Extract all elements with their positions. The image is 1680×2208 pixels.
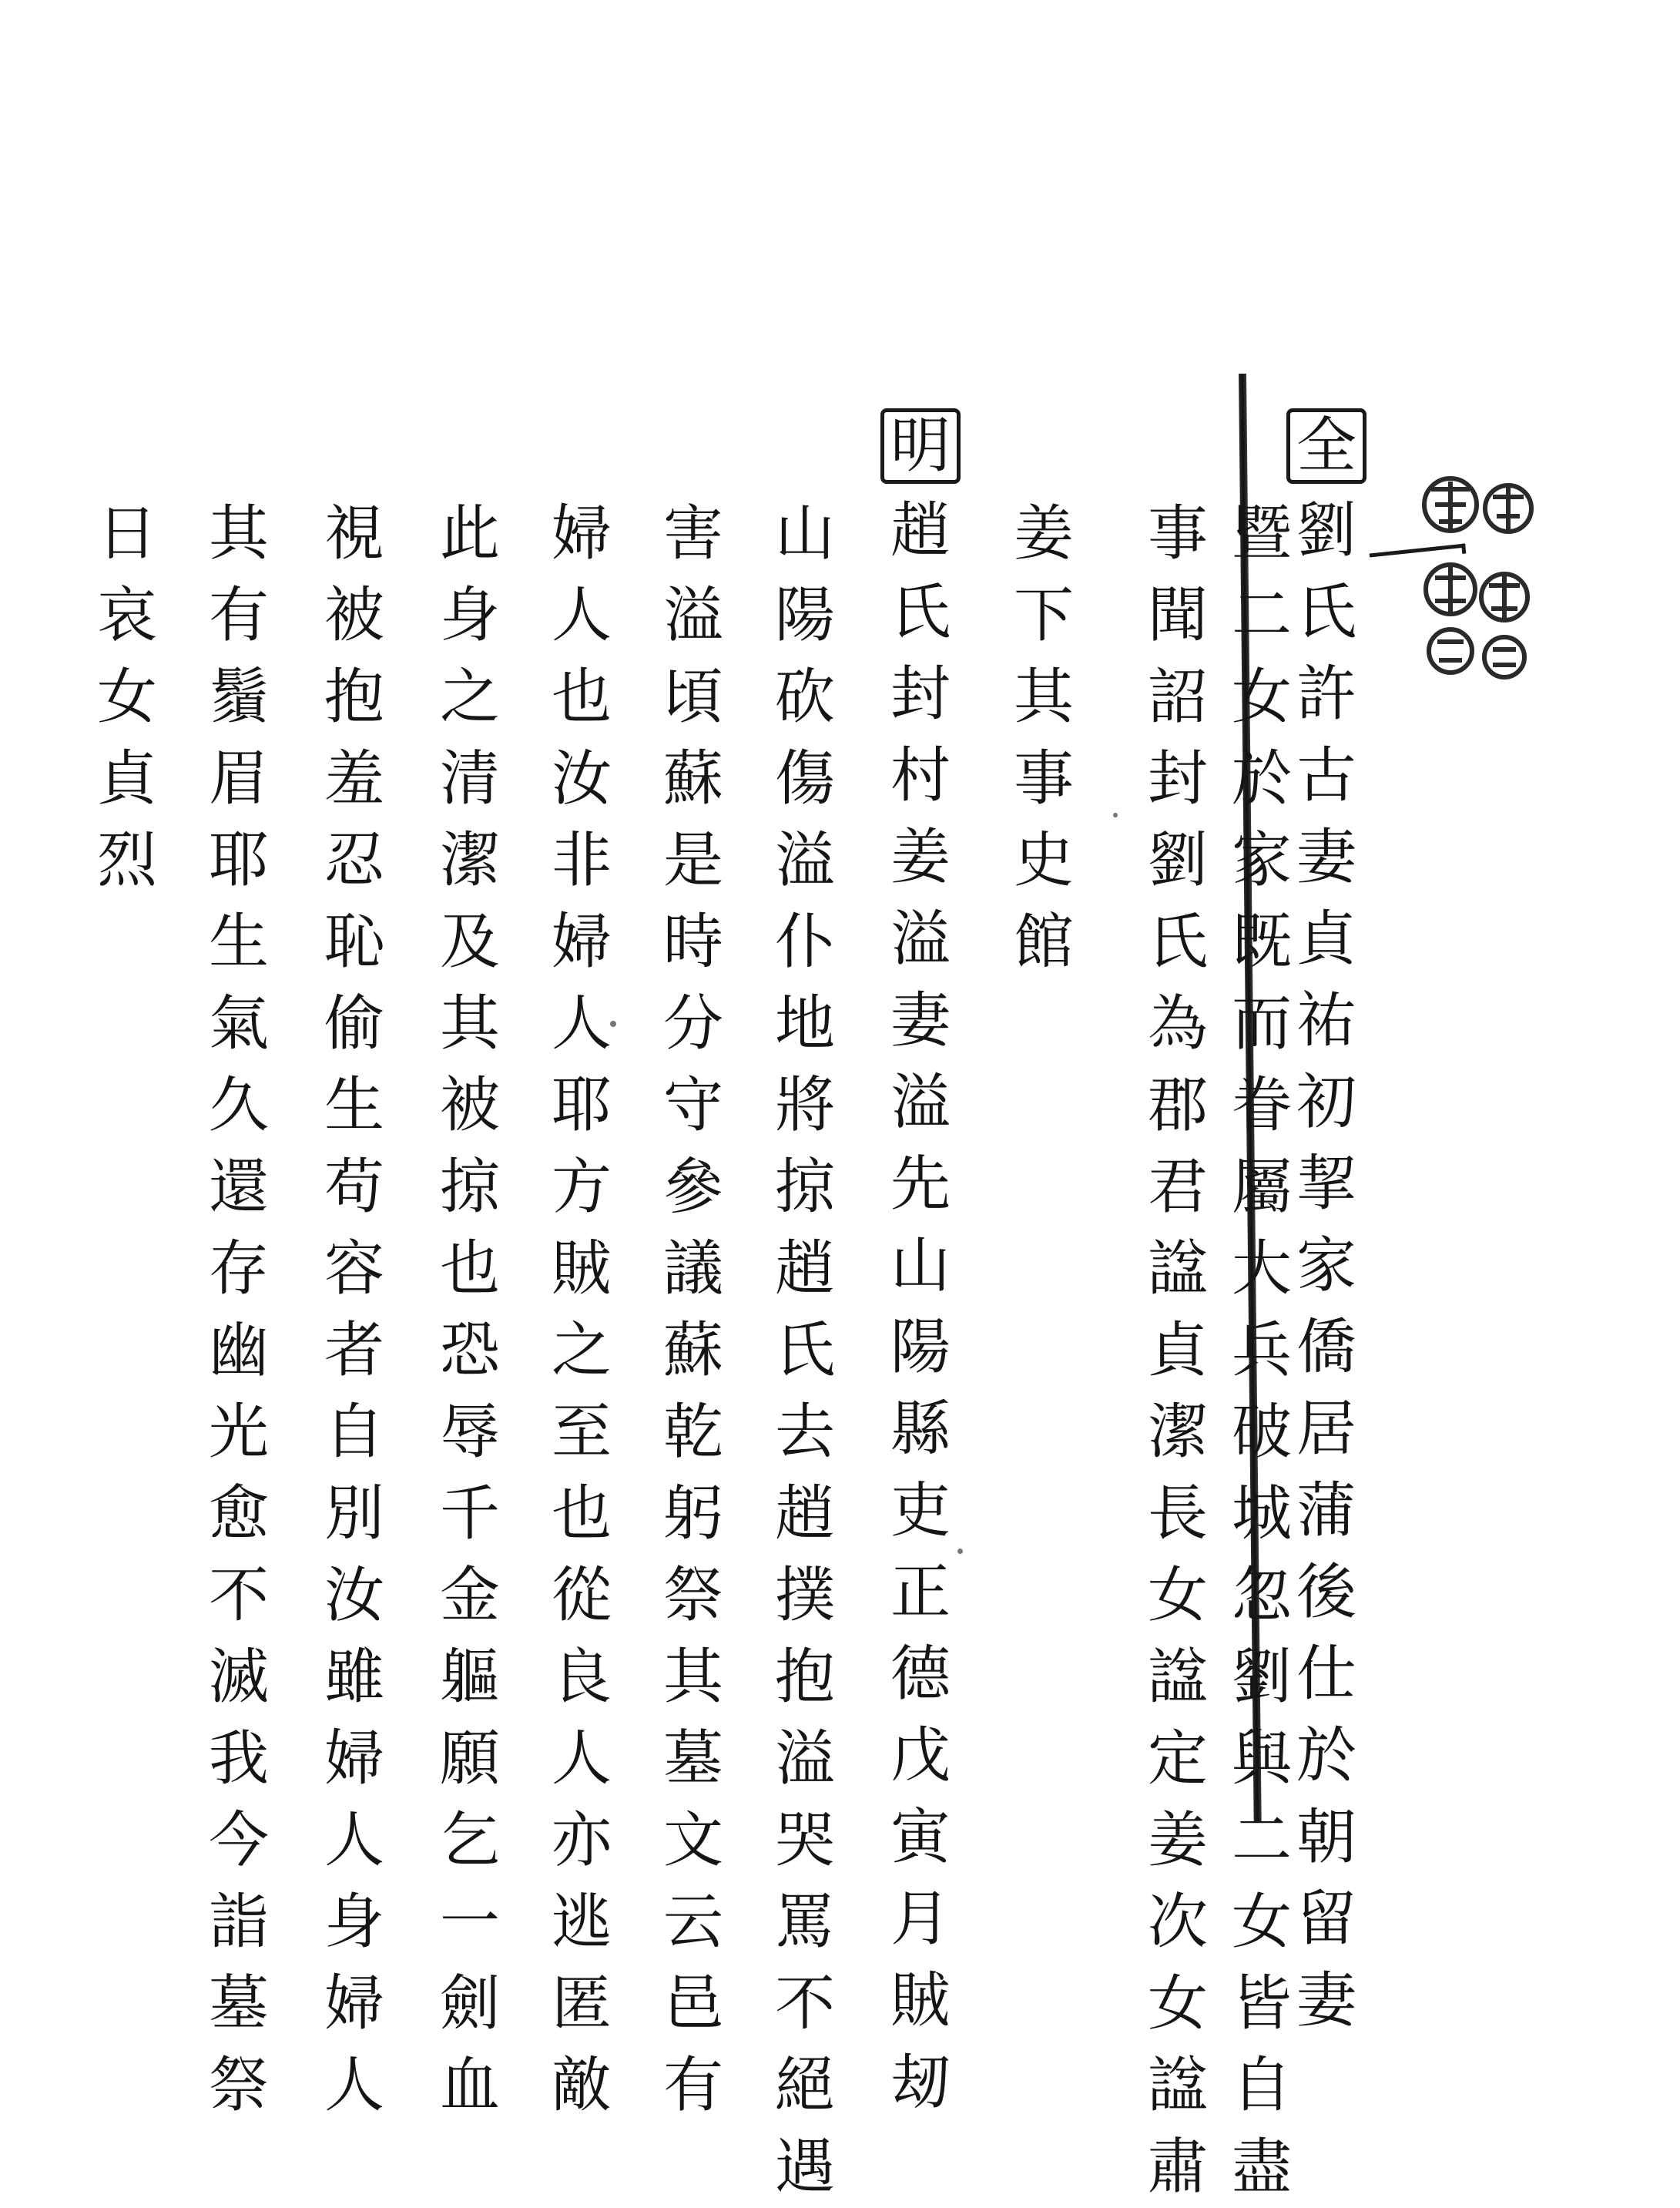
character: 烈	[96, 826, 157, 895]
character: 陽	[890, 1313, 951, 1382]
character: 墓	[208, 1969, 269, 2039]
character: 汝	[324, 1561, 384, 1630]
character: 劍	[439, 1969, 500, 2039]
character: 潔	[439, 826, 500, 895]
character: 別	[324, 1479, 384, 1549]
character: 其	[1013, 663, 1074, 732]
character: 久	[208, 1071, 269, 1140]
character: 亦	[551, 1806, 612, 1875]
character: 趙	[774, 1479, 835, 1549]
character: 山	[774, 499, 835, 569]
character: 文	[662, 1806, 723, 1875]
character: 婦	[551, 499, 612, 569]
character: 聞	[1147, 581, 1208, 650]
character: 也	[439, 1234, 500, 1304]
character: 哀	[96, 581, 157, 650]
text-column-4	[1001, 493, 1086, 983]
character: 掠	[774, 1153, 835, 1222]
character: 定	[1147, 1724, 1208, 1794]
character: 時	[662, 908, 723, 977]
character: 祐	[1296, 986, 1356, 1055]
character: 溢	[662, 581, 723, 650]
character: 千	[439, 1479, 500, 1549]
character: 被	[324, 581, 384, 650]
character: 陽	[774, 581, 835, 650]
boxed-dynasty-marker: 全	[1286, 408, 1366, 484]
character: 是	[662, 826, 723, 895]
character: 溢	[890, 1068, 951, 1137]
character: 忽	[1231, 1561, 1292, 1630]
collector-seal	[1416, 458, 1539, 690]
character: 將	[774, 1071, 835, 1140]
character: 去	[774, 1398, 835, 1467]
character: 者	[324, 1316, 384, 1385]
character: 清	[439, 744, 500, 814]
character: 雖	[324, 1643, 384, 1712]
character: 下	[1013, 581, 1074, 650]
character: 妻	[1296, 1966, 1356, 2035]
character: 祭	[662, 1561, 723, 1630]
character: 愈	[208, 1479, 269, 1549]
text-column-11	[196, 493, 281, 2126]
character: 掠	[439, 1153, 500, 1222]
character: 之	[439, 663, 500, 732]
character: 我	[208, 1724, 269, 1794]
character: 留	[1296, 1884, 1356, 1954]
character: 身	[324, 1888, 384, 1957]
character: 諡	[1147, 1234, 1208, 1304]
character: 郡	[1147, 1071, 1208, 1140]
character: 貞	[1147, 1316, 1208, 1385]
character: 吏	[890, 1476, 951, 1545]
character: 罵	[774, 1888, 835, 1957]
character: 忍	[324, 826, 384, 895]
character: 氏	[774, 1316, 835, 1385]
character: 寅	[890, 1803, 951, 1872]
character: 參	[662, 1153, 723, 1222]
character: 苟	[324, 1153, 384, 1222]
character: 蒲	[1296, 1476, 1356, 1545]
character: 耶	[551, 1071, 612, 1140]
character: 許	[1296, 659, 1356, 729]
character: 有	[208, 581, 269, 650]
character: 眷	[1231, 1071, 1292, 1140]
character: 史	[1013, 826, 1074, 895]
character: 家	[1231, 826, 1292, 895]
character: 姜	[890, 823, 951, 892]
character: 氏	[1147, 908, 1208, 977]
character: 次	[1147, 1888, 1208, 1957]
character: 墓	[662, 1724, 723, 1794]
character: 辱	[439, 1398, 500, 1467]
character: 事	[1147, 499, 1208, 569]
character: 封	[890, 659, 951, 729]
character: 館	[1013, 908, 1074, 977]
character: 乾	[662, 1398, 723, 1467]
character: 容	[324, 1234, 384, 1304]
character: 諡	[1147, 2051, 1208, 2120]
character: 暨	[1231, 499, 1292, 569]
character: 不	[774, 1969, 835, 2039]
character: 汝	[551, 744, 612, 814]
character: 非	[551, 826, 612, 895]
character: 羞	[324, 744, 384, 814]
text-column-8	[539, 493, 624, 2126]
character: 長	[1147, 1479, 1208, 1549]
character: 人	[551, 581, 612, 650]
character: 女	[1231, 663, 1292, 732]
character: 一	[439, 1888, 500, 1957]
character: 絕	[774, 2051, 835, 2120]
character: 人	[324, 2051, 384, 2120]
character: 偷	[324, 989, 384, 1059]
character: 云	[662, 1888, 723, 1957]
character: 兵	[1231, 1316, 1292, 1385]
character: 匿	[551, 1969, 612, 2039]
character: 良	[551, 1643, 612, 1712]
character: 也	[551, 1479, 612, 1549]
character: 傷	[774, 744, 835, 814]
character: 姜	[1013, 499, 1074, 569]
character: 詔	[1147, 663, 1208, 732]
character: 氏	[1296, 578, 1356, 647]
character: 先	[890, 1149, 951, 1219]
character: 氏	[890, 578, 951, 647]
text-column-12	[85, 493, 169, 901]
character: 縣	[890, 1394, 951, 1464]
character: 從	[551, 1561, 612, 1630]
text-column-5	[878, 408, 963, 2123]
character: 日	[96, 499, 157, 569]
text-column-2	[1219, 493, 1304, 2208]
character: 人	[551, 1724, 612, 1794]
character: 害	[662, 499, 723, 569]
character: 山	[890, 1231, 951, 1300]
character: 君	[1147, 1153, 1208, 1222]
character: 哭	[774, 1806, 835, 1875]
character: 滅	[208, 1643, 269, 1712]
character: 軀	[439, 1643, 500, 1712]
character: 封	[1147, 744, 1208, 814]
text-column-3	[1135, 493, 1220, 2208]
character: 趙	[774, 1234, 835, 1304]
character: 初	[1296, 1068, 1356, 1137]
character: 生	[324, 1071, 384, 1140]
text-column-10	[312, 493, 397, 2126]
character: 事	[1013, 744, 1074, 814]
character: 耶	[208, 826, 269, 895]
character: 僑	[1296, 1313, 1356, 1382]
character: 村	[890, 741, 951, 810]
character: 肅	[1147, 2132, 1208, 2202]
character: 撲	[774, 1561, 835, 1630]
character: 其	[662, 1643, 723, 1712]
character: 婦	[551, 908, 612, 977]
character: 仆	[774, 908, 835, 977]
character: 女	[1231, 1888, 1292, 1957]
character: 破	[1231, 1398, 1292, 1467]
character: 視	[324, 499, 384, 569]
character: 乞	[439, 1806, 500, 1875]
character: 於	[1296, 1721, 1356, 1790]
character: 既	[1231, 908, 1292, 977]
character: 女	[1147, 1969, 1208, 2039]
character: 願	[439, 1724, 500, 1794]
character: 遇	[774, 2132, 835, 2202]
character: 仕	[1296, 1639, 1356, 1709]
character: 身	[439, 581, 500, 650]
character: 溢	[774, 1724, 835, 1794]
character: 挈	[1296, 1149, 1356, 1219]
character: 劉	[1296, 496, 1356, 565]
character: 幽	[208, 1316, 269, 1385]
character: 溢	[774, 826, 835, 895]
character: 祭	[208, 2051, 269, 2120]
character: 光	[208, 1398, 269, 1467]
character: 女	[1147, 1561, 1208, 1630]
character: 生	[208, 908, 269, 977]
character: 趙	[890, 496, 951, 565]
character: 邑	[662, 1969, 723, 2039]
character: 盡	[1231, 2132, 1292, 2202]
character: 賊	[890, 1966, 951, 2035]
character: 抱	[324, 663, 384, 732]
character: 血	[439, 2051, 500, 2120]
character: 婦	[324, 1724, 384, 1794]
character: 金	[439, 1561, 500, 1630]
character: 抱	[774, 1643, 835, 1712]
character: 而	[1231, 989, 1292, 1059]
character: 議	[662, 1234, 723, 1304]
character: 婦	[324, 1969, 384, 2039]
character: 古	[1296, 741, 1356, 810]
character: 詣	[208, 1888, 269, 1957]
character: 大	[1231, 1234, 1292, 1304]
character: 戊	[890, 1721, 951, 1790]
character: 被	[439, 1071, 500, 1140]
character: 屬	[1231, 1153, 1292, 1222]
character: 貞	[96, 744, 157, 814]
character: 此	[439, 499, 500, 569]
character: 諡	[1147, 1643, 1208, 1712]
character: 之	[551, 1316, 612, 1385]
character: 女	[96, 663, 157, 732]
character: 賊	[551, 1234, 612, 1304]
character: 後	[1296, 1558, 1356, 1627]
character: 其	[439, 989, 500, 1059]
character: 家	[1296, 1231, 1356, 1300]
character: 妻	[890, 986, 951, 1055]
character: 眉	[208, 744, 269, 814]
text-column-7	[651, 493, 736, 2126]
character: 二	[1231, 581, 1292, 650]
character: 躬	[662, 1479, 723, 1549]
character: 分	[662, 989, 723, 1059]
ink-speck	[1113, 813, 1118, 817]
character: 刼	[890, 2048, 951, 2117]
character: 逃	[551, 1888, 612, 1957]
character: 還	[208, 1153, 269, 1222]
character: 至	[551, 1398, 612, 1467]
character: 其	[208, 499, 269, 569]
character: 皆	[1231, 1969, 1292, 2039]
character: 方	[551, 1153, 612, 1222]
character: 妻	[1296, 823, 1356, 892]
character: 溢	[890, 904, 951, 974]
character: 及	[439, 908, 500, 977]
character: 於	[1231, 744, 1292, 814]
character: 頃	[662, 663, 723, 732]
character: 地	[774, 989, 835, 1059]
character: 鬚	[208, 663, 269, 732]
character: 存	[208, 1234, 269, 1304]
character: 恐	[439, 1316, 500, 1385]
character: 人	[551, 989, 612, 1059]
character: 為	[1147, 989, 1208, 1059]
character: 有	[662, 2051, 723, 2120]
character: 與	[1231, 1724, 1292, 1794]
character: 潔	[1147, 1398, 1208, 1467]
character: 正	[890, 1558, 951, 1627]
character: 貞	[1296, 904, 1356, 974]
character: 守	[662, 1071, 723, 1140]
character: 今	[208, 1806, 269, 1875]
character: 德	[890, 1639, 951, 1709]
character: 月	[890, 1884, 951, 1954]
character: 蘇	[662, 1316, 723, 1385]
character: 蘇	[662, 744, 723, 814]
character: 朝	[1296, 1803, 1356, 1872]
character: 劉	[1147, 826, 1208, 895]
character: 姜	[1147, 1806, 1208, 1875]
character: 人	[324, 1806, 384, 1875]
character: 劉	[1231, 1643, 1292, 1712]
character: 自	[324, 1398, 384, 1467]
character: 居	[1296, 1394, 1356, 1464]
character: 恥	[324, 908, 384, 977]
character: 不	[208, 1561, 269, 1630]
character: 二	[1231, 1806, 1292, 1875]
character: 自	[1231, 2051, 1292, 2120]
character: 敵	[551, 2051, 612, 2120]
character: 也	[551, 663, 612, 732]
character: 砍	[774, 663, 835, 732]
character: 城	[1231, 1479, 1292, 1549]
text-column-6	[763, 493, 847, 2208]
character: 氣	[208, 989, 269, 1059]
text-column-9	[428, 493, 512, 2126]
boxed-dynasty-marker: 明	[880, 408, 961, 484]
